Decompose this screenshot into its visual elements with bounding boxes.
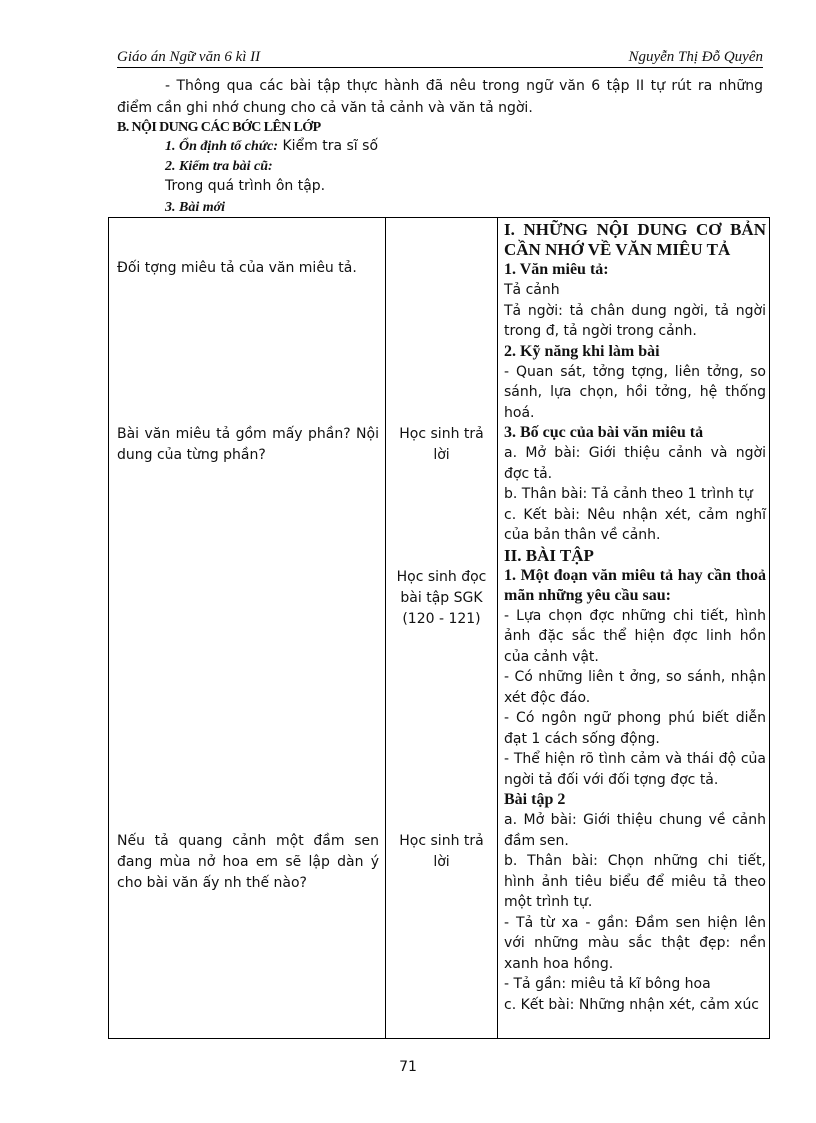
item-3 (165, 199, 225, 216)
header-author: Nguyễn Thị Đỗ Quyên (628, 49, 763, 65)
question-1: Đối tợng miêu tả của văn miêu tả. (117, 260, 357, 276)
content-paragraph: b. Thân bài: Tả cảnh theo 1 trình tự (504, 486, 753, 502)
question-2: Bài văn miêu tả gồm mấy phần? Nội dung của từng phần? (117, 426, 379, 463)
item-2-detail (165, 178, 325, 194)
subsection-heading: 1. Một đoạn văn miêu tả hay cần thoả mãn những yêu cầu sau: (504, 566, 766, 604)
item-1-label: 1. Ổn định tổ chức: (165, 139, 279, 154)
student-activity-1: Học sinh trả lời (399, 426, 484, 463)
content-paragraph: - Tả từ xa - gần: Đầm sen hiện lên với những màu sắc thật đẹp: nền xanh hoa hồng. (504, 914, 766, 972)
item-2-label: 2. Kiểm tra bài cũ: (165, 159, 273, 174)
content-paragraph: Tả ngời: tả chân dung ngời, tả ngời trong đ, tả ngời trong cảnh. (504, 302, 766, 339)
subsection-heading: 2. Kỹ năng khi làm bài (504, 342, 660, 360)
content-paragraph: a. Mở bài: Giới thiệu cảnh và ngời đợc tả. (504, 445, 766, 482)
subsection-heading: 3. Bố cục của bài văn miêu tả (504, 424, 704, 441)
header-left-title: Giáo án Ngữ văn 6 kì II (117, 49, 261, 65)
section-heading: II. BÀI TẬP (504, 545, 594, 565)
content-paragraph: - Tả gần: miêu tả kĩ bông hoa (504, 976, 711, 992)
content-paragraph: - Có những liên t ởng, so sánh, nhận xét độc đáo. (504, 669, 766, 706)
item-1 (165, 138, 378, 155)
content-paragraph: b. Thân bài: Chọn những chi tiết, hình ảnh tiêu biểu để miêu tả theo một trình tự. (504, 853, 766, 910)
page-number: 71 (399, 1059, 417, 1075)
item-1-text: Kiểm tra sĩ số (282, 138, 379, 154)
section-heading: I. NHỮNG NỘI DUNG CƠ BẢN CẦN NHỚ VỀ VĂN MIÊU TẢ (504, 220, 766, 259)
content-paragraph: a. Mở bài: Giới thiệu chung về cảnh đầm sen. (504, 812, 766, 849)
student-activity-3: Học sinh trả lời (399, 833, 484, 870)
content-paragraph: - Quan sát, tởng tợng, liên tởng, so sánh, lựa chọn, hồi tởng, hệ thống hoá. (504, 363, 766, 421)
lesson-table (108, 217, 770, 1039)
content-paragraph: - Có ngôn ngữ phong phú biết diễn đạt 1 cách sống động. (504, 710, 766, 747)
intro-paragraph: - Thông qua các bài tập thực hành đã nêu trong ngữ văn 6 tập II tự rút ra những điểm cần ghi nhớ chung cho cả văn tả cảnh và văn tả ngời. (117, 78, 763, 116)
content-paragraph: c. Kết bài: Những nhận xét, cảm xúc (504, 996, 760, 1013)
content-column (498, 218, 770, 1039)
content-paragraph: c. Kết bài: Nêu nhận xét, cảm nghĩ của bản thân về cảnh. (504, 506, 766, 543)
content-list (504, 220, 766, 1015)
item-2-text: Trong quá trình ôn tập. (165, 178, 326, 194)
item-2 (165, 158, 273, 175)
subsection-heading: 1. Văn miêu tả: (504, 261, 609, 278)
content-paragraph: - Thể hiện rõ tình cảm và thái độ của ngời tả đối với đối tợng đợc tả. (504, 751, 766, 788)
subsection-heading: Bài tập 2 (504, 791, 566, 808)
section-b-heading: B. NỘI DUNG CÁC BỚC LÊN LỚP (117, 120, 321, 135)
content-paragraph: - Lựa chọn đợc những chi tiết, hình ảnh đặc sắc thể hiện đợc linh hồn của cảnh vật. (504, 607, 766, 665)
item-3-label: 3. Bài mới (165, 200, 226, 215)
content-paragraph: Tả cảnh (504, 282, 560, 298)
student-activity-2: Học sinh đọc bài tập SGK (120 - 121) (396, 569, 487, 627)
question-3: Nếu tả quang cảnh một đầm sen đang mùa nở hoa em sẽ lập dàn ý cho bài văn ấy nh thế nào? (117, 833, 379, 891)
page-header (117, 47, 763, 68)
teacher-questions-column (109, 218, 386, 1039)
student-activity-column (386, 218, 498, 1039)
